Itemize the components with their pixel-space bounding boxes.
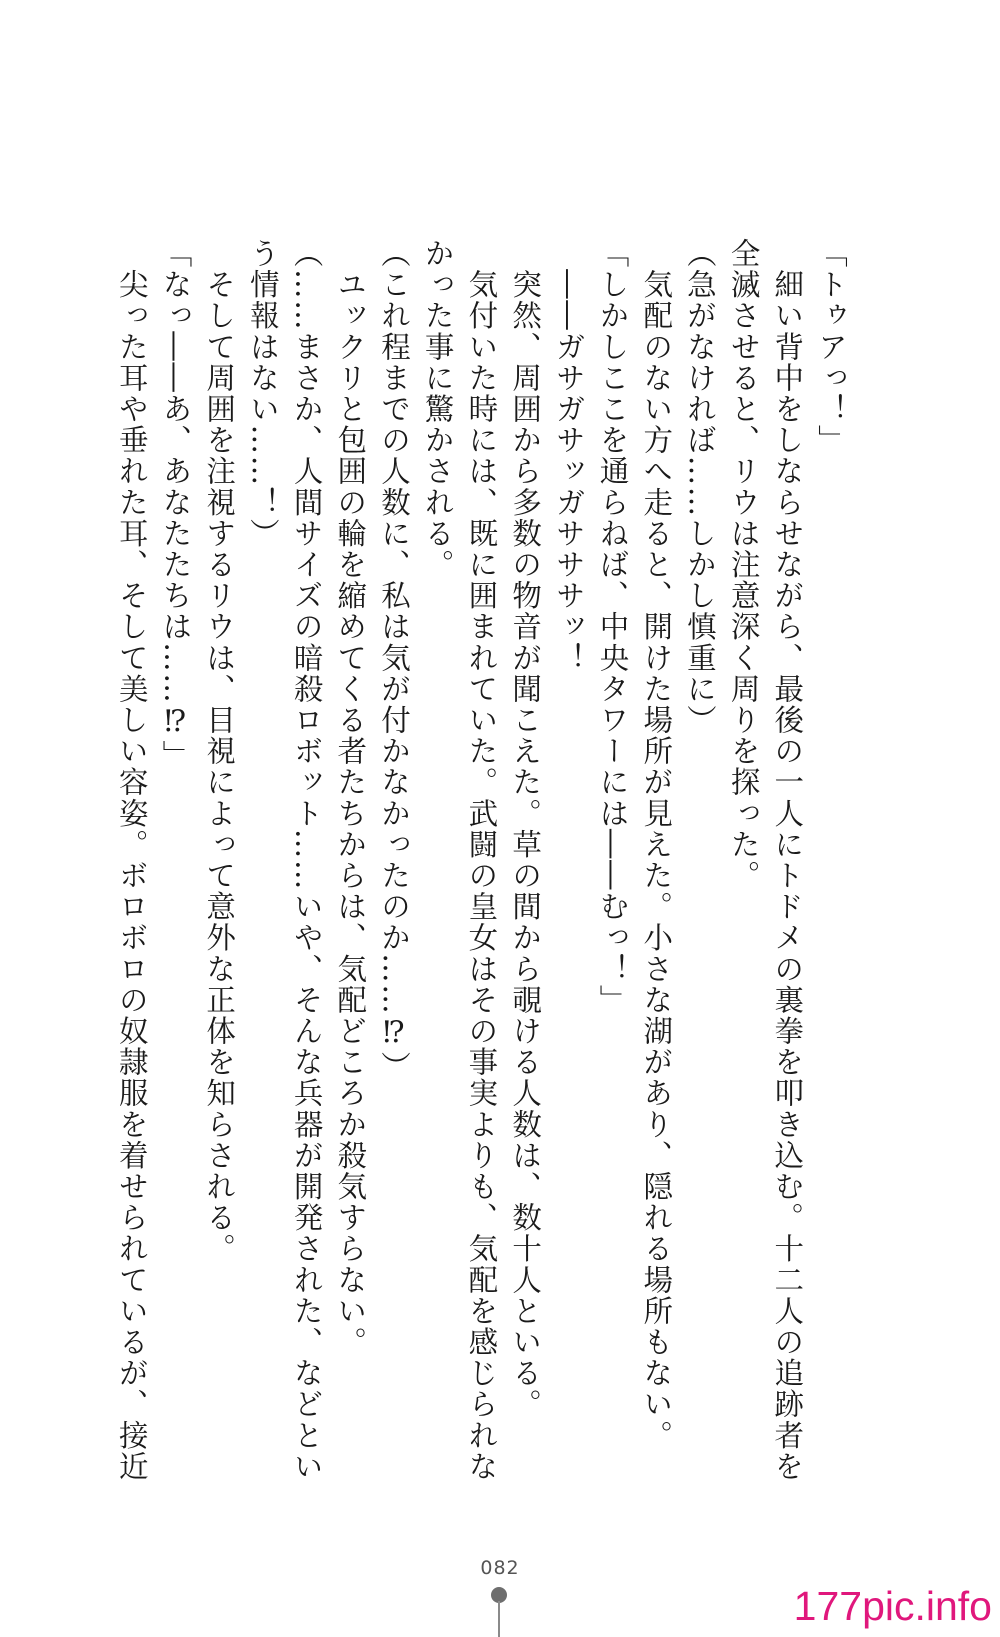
text-line: ――ガサガサッガサササッ！	[551, 238, 586, 674]
vertical-text-block	[114, 238, 852, 1482]
text-line: そして周囲を注視するリウは、目視によって意外な正体を知らされる。	[202, 238, 237, 1265]
text-line: 尖った耳や垂れた耳、そして美しい容姿。ボロボロの奴隷服を着せられているが、接近	[114, 238, 149, 1482]
text-line: 気配のない方へ走ると、開けた場所が見えた。小さな湖があり、隠れる場所もない。	[639, 238, 674, 1451]
text-line: かった事に驚かされる。	[420, 238, 455, 581]
text-line: 全滅させると、リウは注意深く周りを探った。	[726, 238, 761, 892]
text-line: 「なっ――あ、あなたたちは……⁉」	[158, 238, 193, 772]
text-line: う情報はない……！）	[245, 238, 280, 549]
text-line: 「しかしここを通らねば、中央タワーには――むっ！」	[595, 238, 630, 1016]
watermark: 177pic.info	[793, 1583, 992, 1629]
text-line: ユックリと包囲の輪を縮めてくる者たちからは、気配どころか殺気すらない。	[333, 238, 368, 1358]
text-line: 突然、周囲から多数の物音が聞こえた。草の間から覗ける人数は、数十人といる。	[508, 238, 543, 1420]
text-line: 気付いた時には、既に囲まれていた。武闘の皇女はその事実よりも、気配を感じられな	[464, 238, 499, 1482]
text-line: （急がなければ……しかし慎重に）	[682, 238, 717, 736]
marker-line	[498, 1601, 500, 1637]
text-line: （これ程までの人数に、私は気が付かなかったのか……⁉）	[376, 238, 411, 1083]
page-number: 082	[480, 1557, 520, 1579]
text-line: 細い背中をしならせながら、最後の一人にトドメの裏拳を叩き込む。十二人の追跡者を	[770, 238, 805, 1482]
text-line: 「トゥアっ！」	[814, 238, 848, 456]
text-line: （……まさか、人間サイズの暗殺ロボット……いや、そんな兵器が開発された、などとい	[289, 238, 324, 1482]
page-marker-icon	[491, 1587, 509, 1637]
